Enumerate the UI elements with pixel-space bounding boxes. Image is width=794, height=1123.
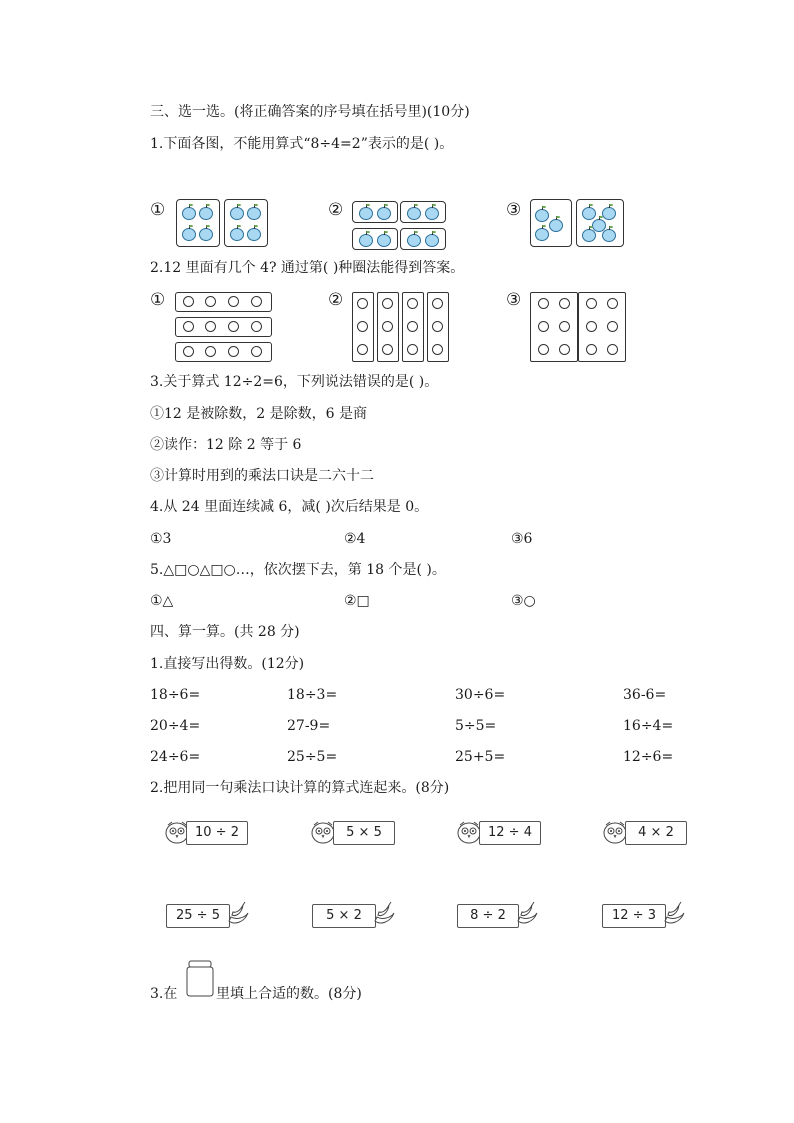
apple-icon [582, 207, 596, 220]
circle-group-block [530, 292, 578, 362]
q5-option-3: ③○ [511, 593, 536, 609]
circle-group-row [175, 317, 272, 337]
circle-icon [538, 344, 549, 355]
q2-text: 2.12 里面有几个 4? 通过第( )种圈法能得到答案。 [150, 260, 465, 276]
calc-item: 25÷5= [287, 749, 338, 765]
circle-icon [382, 321, 393, 332]
top-expression-card[interactable]: 10 ÷ 2 [186, 821, 248, 845]
circle-icon [586, 321, 597, 332]
circle-icon [559, 321, 570, 332]
circle-icon [183, 346, 194, 357]
q4-option-3: ③6 [511, 531, 533, 547]
circle-icon [559, 344, 570, 355]
apple-icon [359, 234, 373, 247]
circle-icon [382, 344, 393, 355]
calc-item: 16÷4= [623, 718, 674, 734]
calc-item: 27-9= [287, 718, 331, 734]
circle-icon [432, 321, 443, 332]
apple-group-box [400, 228, 446, 250]
circle-icon [407, 298, 418, 309]
section3-heading: 三、选一选。(将正确答案的序号填在括号里)(10分) [150, 104, 470, 120]
top-expression-card[interactable]: 12 ÷ 4 [479, 821, 541, 845]
apple-icon [602, 229, 616, 242]
circle-icon [251, 346, 262, 357]
s4-q2-text: 2.把用同一句乘法口诀计算的算式连起来。(8分) [150, 780, 450, 796]
s4-q3-text-after: 里填上合适的数。(8分) [216, 986, 362, 1002]
calc-item: 24÷6= [150, 749, 201, 765]
apple-icon [425, 234, 439, 247]
apple-icon [247, 207, 261, 220]
circle-icon [607, 321, 618, 332]
bottom-expression-card[interactable]: 8 ÷ 2 [457, 904, 519, 928]
circle-icon [432, 298, 443, 309]
q1-option-3-label: ③ [506, 200, 522, 220]
apple-icon [377, 207, 391, 220]
apple-icon [199, 228, 213, 241]
banana-icon [515, 901, 541, 929]
q5-option-2: ②□ [344, 593, 370, 609]
apple-icon [582, 229, 596, 242]
calc-item: 30÷6= [455, 687, 506, 703]
q2-option-1-label: ① [150, 290, 166, 310]
apple-icon [535, 228, 549, 241]
circle-icon [228, 321, 239, 332]
calc-item: 12÷6= [623, 749, 674, 765]
apple-icon [359, 207, 373, 220]
circle-icon [205, 321, 216, 332]
circle-icon [586, 298, 597, 309]
circle-icon [228, 346, 239, 357]
q5-text: 5.△□○△□○…，依次摆下去，第 18 个是( )。 [150, 562, 446, 578]
circle-icon [357, 321, 368, 332]
apple-icon [230, 228, 244, 241]
circle-group-column [402, 292, 424, 362]
calc-item: 18÷3= [287, 687, 338, 703]
apple-group-box [576, 199, 624, 247]
s4-q3-text-before: 3.在 [150, 986, 178, 1002]
q3-option-1: ①12 是被除数，2 是除数，6 是商 [150, 406, 367, 422]
top-expression-card[interactable]: 5 × 5 [333, 821, 395, 845]
apple-group-box [400, 201, 446, 223]
circle-icon [357, 344, 368, 355]
q1-text: 1.下面各图，不能用算式“8÷4=2”表示的是( )。 [150, 136, 454, 152]
apple-icon [199, 207, 213, 220]
q3-text: 3.关于算式 12÷2=6，下列说法错误的是( )。 [150, 374, 439, 390]
apple-icon [182, 228, 196, 241]
circle-icon [407, 344, 418, 355]
circle-icon [251, 321, 262, 332]
apple-icon [535, 209, 549, 222]
circle-group-column [352, 292, 374, 362]
circle-group-block [578, 292, 626, 362]
apple-icon [602, 207, 616, 220]
q3-option-2: ②读作：12 除 2 等于 6 [150, 437, 302, 453]
q4-option-1: ①3 [150, 531, 172, 547]
circle-icon [183, 296, 194, 307]
calc-item: 20÷4= [150, 718, 201, 734]
circle-icon [228, 296, 239, 307]
circle-icon [538, 321, 549, 332]
circle-icon [251, 296, 262, 307]
s4-q1-text: 1.直接写出得数。(12分) [150, 656, 305, 672]
jar-icon [184, 960, 216, 998]
banana-icon [662, 901, 688, 929]
apple-icon [247, 228, 261, 241]
circle-icon [183, 321, 194, 332]
circle-icon [205, 296, 216, 307]
apple-icon [549, 219, 563, 232]
circle-icon [407, 321, 418, 332]
circle-group-row [175, 342, 272, 362]
circle-icon [205, 346, 216, 357]
circle-icon [357, 298, 368, 309]
q2-option-3-label: ③ [506, 290, 522, 310]
q1-option-1-label: ① [150, 200, 166, 220]
circle-icon [607, 344, 618, 355]
q2-option-2-label: ② [328, 290, 344, 310]
top-expression-card[interactable]: 4 × 2 [625, 821, 687, 845]
banana-icon [226, 901, 252, 929]
banana-icon [372, 901, 398, 929]
calc-item: 36-6= [623, 687, 667, 703]
calc-item: 5÷5= [455, 718, 497, 734]
apple-icon [230, 207, 244, 220]
circle-group-row [175, 292, 272, 312]
q3-option-3: ③计算时用到的乘法口诀是二六十二 [150, 468, 374, 484]
circle-icon [559, 298, 570, 309]
q4-option-2: ②4 [344, 531, 366, 547]
section4-heading: 四、算一算。(共 28 分) [150, 624, 300, 640]
circle-group-column [427, 292, 449, 362]
q1-option-2-label: ② [328, 200, 344, 220]
apple-group-box [224, 199, 268, 247]
circle-icon [538, 298, 549, 309]
calc-item: 18÷6= [150, 687, 201, 703]
apple-icon [425, 207, 439, 220]
circle-icon [586, 344, 597, 355]
bottom-expression-card[interactable]: 5 × 2 [312, 904, 376, 928]
q5-option-1: ①△ [150, 593, 174, 609]
apple-icon [407, 234, 421, 247]
apple-icon [407, 207, 421, 220]
calc-item: 25+5= [455, 749, 506, 765]
circle-icon [432, 344, 443, 355]
apple-icon [182, 207, 196, 220]
bottom-expression-card[interactable]: 25 ÷ 5 [166, 904, 230, 928]
apple-group-box [352, 201, 398, 223]
q4-text: 4.从 24 里面连续减 6，减( )次后结果是 0。 [150, 499, 429, 515]
apple-icon [377, 234, 391, 247]
circle-icon [382, 298, 393, 309]
apple-group-box [352, 228, 398, 250]
circle-icon [607, 298, 618, 309]
apple-group-box [176, 199, 220, 247]
circle-group-column [377, 292, 399, 362]
apple-group-box [530, 199, 572, 247]
bottom-expression-card[interactable]: 12 ÷ 3 [602, 904, 666, 928]
